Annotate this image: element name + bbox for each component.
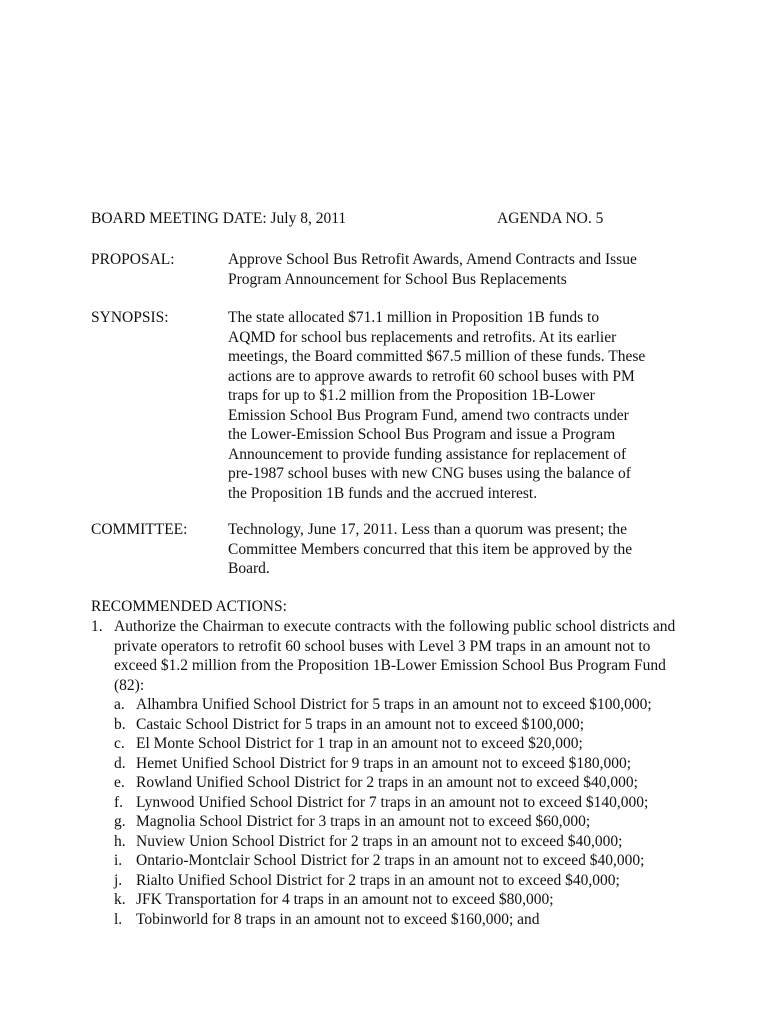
- subitem-text: Nuview Union School District for 2 traps in an amount not to exceed $40,000;: [136, 832, 623, 850]
- subitem-text: Hemet Unified School District for 9 traps in an amount not to exceed $180,000;: [136, 754, 632, 772]
- synopsis-label: SYNOPSIS:: [91, 309, 169, 326]
- subitem-letter: d.: [114, 754, 126, 772]
- subitem-letter: f.: [114, 793, 124, 811]
- subitem-letter: e.: [114, 774, 125, 791]
- committee-line: Committee Members concurred that this item be approved by the: [228, 540, 633, 558]
- subitem-text: Ontario-Montclair School District for 2 traps in an amount not to exceed $40,000;: [136, 852, 645, 869]
- subitem-letter: a.: [114, 696, 125, 713]
- action-item-line: exceed $1.2 million from the Proposition 1B-Lower Emission School Bus Program Fund: [114, 657, 666, 674]
- synopsis-line: AQMD for school bus replacements and retrofits. At its earlier: [228, 328, 617, 346]
- subitem-text: Alhambra Unified School District for 5 traps in an amount not to exceed $100,000;: [136, 696, 652, 713]
- synopsis-line: The state allocated $71.1 million in Proposition 1B funds to: [228, 309, 600, 326]
- subitem-letter: g.: [114, 813, 126, 830]
- subitem-text: Rowland Unified School District for 2 traps in an amount not to exceed $40,000;: [136, 774, 638, 791]
- synopsis-line: pre-1987 school buses with new CNG buses using the balance of: [228, 465, 631, 482]
- proposal-line: Approve School Bus Retrofit Awards, Amend Contracts and Issue: [228, 251, 637, 268]
- subitem-text: JFK Transportation for 4 traps in an amount not to exceed $80,000;: [136, 891, 554, 908]
- action-item-line: private operators to retrofit 60 school buses with Level 3 PM traps in an amount not to: [114, 637, 651, 655]
- synopsis-line: traps for up to $1.2 million from the Proposition 1B-Lower: [228, 387, 595, 404]
- synopsis-line: the Lower-Emission School Bus Program and issue a Program: [228, 426, 616, 443]
- subitem-text: Tobinworld for 8 traps in an amount not to exceed $160,000; and: [136, 910, 540, 928]
- committee-line: Technology, June 17, 2011. Less than a quorum was present; the: [228, 521, 627, 538]
- synopsis-line: actions are to approve awards to retrofit 60 school buses with PM: [228, 367, 635, 385]
- action-item-line: (82):: [114, 676, 145, 694]
- action-item-line: Authorize the Chairman to execute contracts with the following public school districts and: [114, 618, 676, 635]
- agenda-number: AGENDA NO. 5: [497, 210, 604, 227]
- recommended-actions-heading: RECOMMENDED ACTIONS:: [91, 598, 287, 615]
- board-meeting-date: BOARD MEETING DATE: July 8, 2011: [91, 210, 347, 227]
- proposal-label: PROPOSAL:: [91, 251, 175, 268]
- subitem-letter: h.: [114, 832, 126, 850]
- proposal-line: Program Announcement for School Bus Replacements: [228, 270, 567, 288]
- subitem-letter: b.: [114, 715, 126, 733]
- subitem-letter: k.: [114, 891, 126, 908]
- synopsis-line: meetings, the Board committed $67.5 million of these funds. These: [228, 348, 646, 365]
- subitem-letter: c.: [114, 735, 125, 752]
- synopsis-line: the Proposition 1B funds and the accrued interest.: [228, 484, 538, 502]
- synopsis-line: Emission School Bus Program Fund, amend two contracts under: [228, 406, 629, 424]
- subitem-letter: l.: [114, 910, 123, 928]
- committee-line: Board.: [228, 560, 270, 577]
- subitem-text: El Monte School District for 1 trap in an amount not to exceed $20,000;: [136, 735, 583, 752]
- action-item-number: 1.: [91, 618, 103, 635]
- committee-label: COMMITTEE:: [91, 521, 188, 538]
- subitem-letter: j.: [114, 871, 123, 889]
- subitem-text: Rialto Unified School District for 2 traps in an amount not to exceed $40,000;: [136, 871, 620, 889]
- subitem-text: Magnolia School District for 3 traps in an amount not to exceed $60,000;: [136, 813, 591, 830]
- subitem-letter: i.: [114, 852, 123, 869]
- subitem-text: Lynwood Unified School District for 7 traps in an amount not to exceed $140,000;: [136, 793, 649, 811]
- synopsis-line: Announcement to provide funding assistance for replacement of: [228, 445, 627, 463]
- subitem-text: Castaic School District for 5 traps in an amount not to exceed $100,000;: [136, 715, 585, 733]
